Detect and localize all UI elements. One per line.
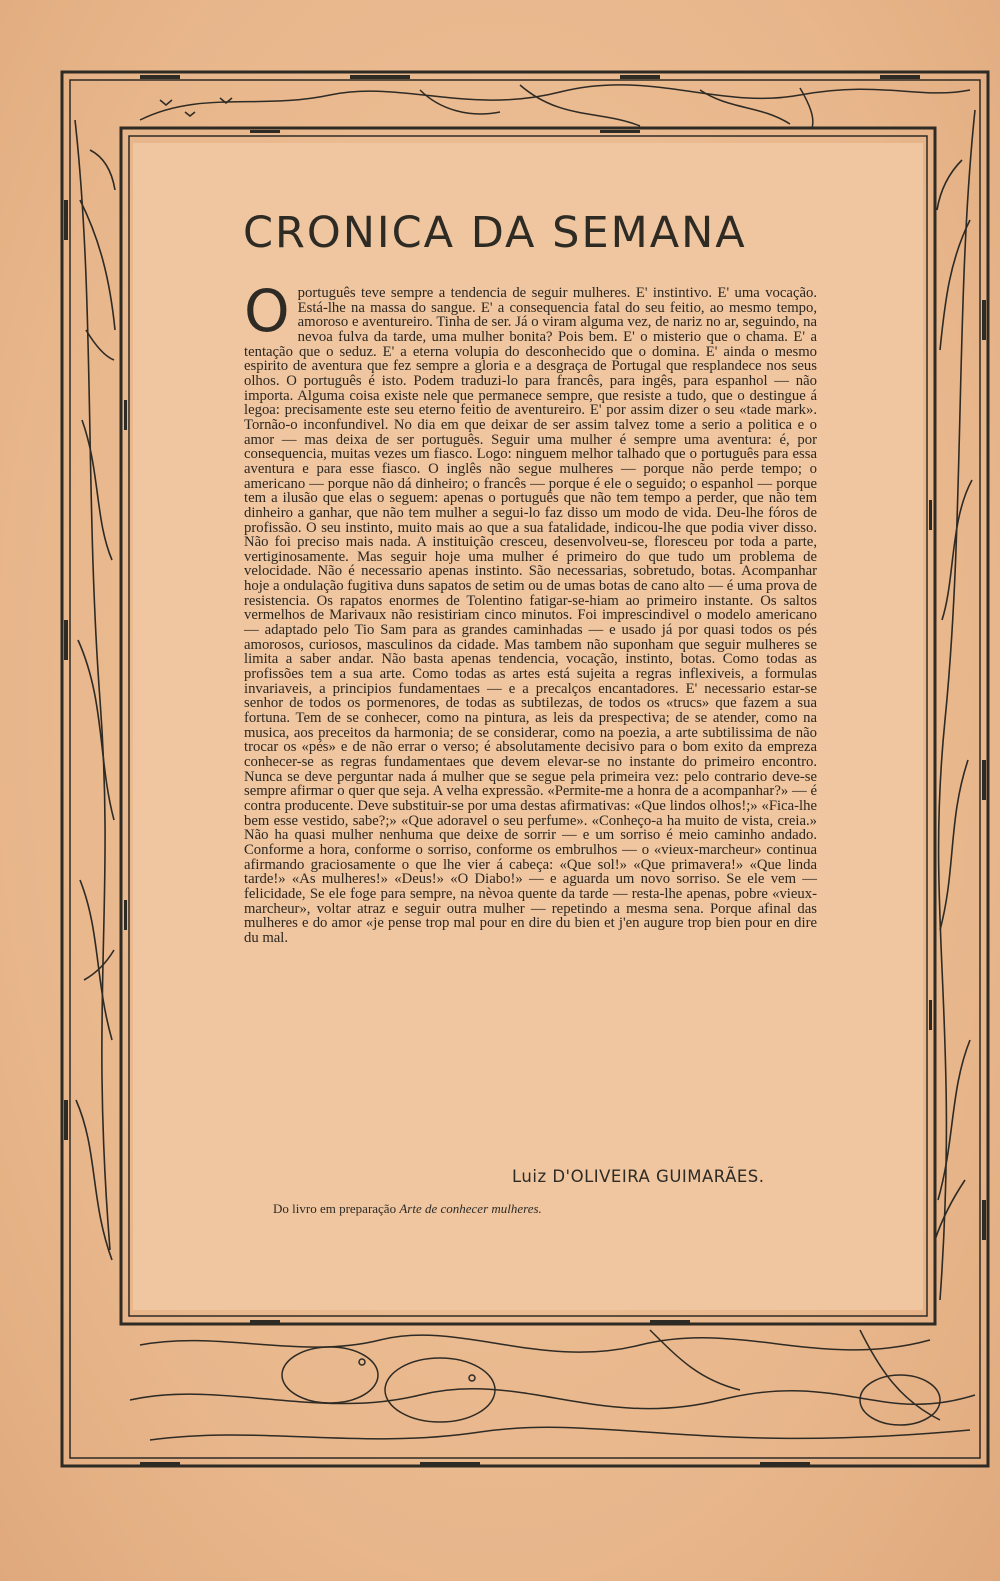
article-body-text: português teve sempre a tendencia de seguir mulheres. E' instintivo. E' uma vocação. Está-lhe na massa do sangue. E' a consequencia fatal do seu feitio, ao mesmo tempo, amoroso e aventureiro. Tinha de ser. Já o viram alguma vez, de nariz no ar, seguindo, na nevoa fulva da tarde, uma mulher bonita? Pois bem. E' o misterio que o chama. E' a tentação que o seduz. E' a eterna volupia do desconhecido que o domina. E' ainda o mesmo espirito de aventura que fez sempre a gloria e a desgraça de Portugal que resplandece nos seus olhos. O português é isto. Podem traduzi-lo para francês, para ingês, para espanhol — não importa. Alguma coisa existe nele que permanece sempre, que resiste a tudo, que o destingue á legoa: precisamente este seu eterno feitio de aventureiro. E' por assim dizer o seu «tade mark». Tornão-o inconfundivel. No dia em que deixar de ser assim talvez tome a serio a politica e o amor — mas deixa de ser português. Seguir uma mulher é sempre uma aventura: é, por consequencia, muitas vezes um fiasco. Logo: ninguem melhor talhado que o português para essa aventura e para esse fiasco. O inglês não segue mulheres — porque não perde tempo; o americano — porque não dá dinheiro; o francês — porque é ele o seguido; o espanhol — porque tem a ilusão que elas o seguem: apenas o português que não tem tempo a perder, que não tem dinheiro a ganhar, que não tem mulher a segui-lo faz disso um modo de vida. Deu-lhe fóros de profissão. O seu instinto, muito mais ao que a sua fatalidade, indicou-lhe que podia viver disso. Não foi preciso mais nada. A instituição cresceu, desenvolveu-se, floresceu por toda a parte, vertiginosamente. Mas seguir hoje uma mulher é primeiro do que tudo um problema de velocidade. Não é necessario apenas instinto. São necessarias, sobretudo, botas. Acompanhar hoje a ondulação fugitiva duns sapatos de setim ou de umas botas de cano alto — é uma prova de resistencia. Os rapatos enormes de Tolentino fatigar-se-hiam ao primeiro instante. Os saltos vermelhos de Marivaux não resistiriam cinco minutos. Foi imprescindivel o modelo americano — adaptado pelo Tio Sam para as grandes caminhadas — e usado já por quasi todos os pés amorosos, curiosos, masculinos da cidade. Mas tambem não suponham que seguir mulheres se limita a saber andar. Não basta apenas tendencia, vocação, instinto, botas. Como todas as profissões tem a sua arte. Como todas as artes está sujeita a regras inflexiveis, a formulas invariaveis, a principios fundamentaes — e a precalços encantadores. E' necessario estar-se senhor de todos os pormenores, de todas as subtilezas, de todos os «trucs» que fazem a sua fortuna. Tem de se conhecer, como na pintura, as leis da prespectiva; de se atender, como na musica, aos preceitos da harmonia; de se considerar, como na poezia, a arte subtilissima de não trocar os «pés» e de não errar o verso; é absolutamente decisivo para o bom exito da empreza conhecer-se as regras fundamentaes que devem elevar-se no instante do primeiro encontro. Nunca se deve perguntar nada á mulher que se segue pela primeira vez: pelo contrario deve-se sempre afirmar o quer que seja. A velha expressão. «Permite-me a honra de a acompanhar?» — é contra producente. Deve substituir-se por uma destas afirmativas: «Que lindos olhos!;» «Fica-lhe bem esse vestido, sabe?;» «Que adoravel o seu perfume». «Conheço-a ha muito de vista, creia.» Não ha quasi mulher nenhuma que deixe de sorrir — e um sorriso é meio caminho andado. Conforme a hora, conforme o sorriso, conforme os embrulhos — o «vieux-marcheur» continua afirmando graciosamente o que lhe vier á cabeça: «Que sol!» «Que primavera!» «Que linda tarde!» «As mulheres!» «Deus!» «O Diabo!» — e aguarda um novo sorriso. Se ele vem — felicidade, Se ele foge para sempre, na nèvoa quente da tarde — resta-lhe apenas, pobre «vieux-marcheur», voltar atraz e seguir outra mulher — repetindo a mesma sena. Porque afinal das mulheres e do amor «je pense trop mal pour en dire du bien et j'en augure trop bien pour en dire du mal.: [244, 285, 817, 946]
source-note: [273, 1201, 542, 1217]
page-title: CRONICA DA SEMANA: [243, 208, 747, 258]
source-note-book-title: Arte de conhecer mulheres.: [399, 1201, 542, 1216]
bottom-birds-ornament: [130, 1330, 975, 1440]
drop-cap: O: [244, 277, 290, 345]
top-foliage-ornament: [140, 85, 970, 128]
right-vine-ornament: [935, 110, 975, 1300]
left-vine-ornament: [75, 120, 115, 1260]
author-signature: Luiz D'OLIVEIRA GUIMARÃES.: [512, 1167, 765, 1186]
article-body: [244, 277, 817, 946]
source-note-prefix: Do livro em preparação: [273, 1201, 397, 1216]
